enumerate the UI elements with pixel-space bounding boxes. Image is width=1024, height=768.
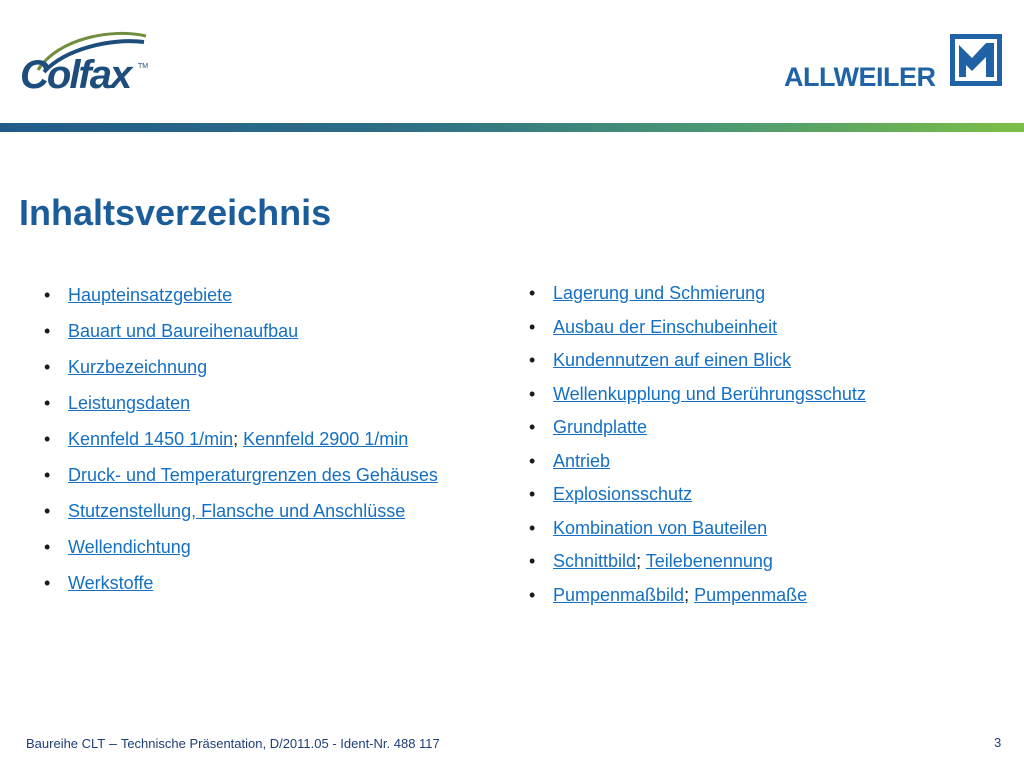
toc-link[interactable]: Schnittbild [553, 551, 637, 571]
bullet-icon: • [529, 584, 536, 605]
toc-link[interactable]: Bauart und Baureihenaufbau [68, 321, 299, 341]
bullet-icon: • [529, 450, 536, 471]
bullet-icon: • [44, 465, 51, 485]
link-separator: ; [684, 584, 695, 605]
toc-link[interactable]: Wellenkupplung und Berührungsschutz [553, 383, 866, 404]
page-title: Inhaltsverzeichnis [19, 192, 332, 233]
bullet-icon: • [44, 573, 51, 593]
toc-item [529, 583, 866, 617]
toc-item [44, 283, 438, 319]
bullet-icon: • [44, 429, 51, 449]
allweiler-logo [782, 32, 1006, 90]
svg-text:TM: TM [138, 63, 149, 70]
bullet-icon: • [529, 383, 536, 404]
toc-link[interactable]: Kombination von Bauteilen [553, 517, 768, 538]
toc-item [529, 315, 866, 349]
toc-link[interactable]: Stutzenstellung, Flansche und Anschlüsse [68, 501, 406, 521]
toc-link[interactable]: Grundplatte [553, 417, 648, 437]
link-separator: ; [233, 429, 244, 449]
allweiler-logo-text: ALLWEILER [784, 62, 936, 90]
toc-item [44, 427, 438, 463]
toc-item [44, 391, 438, 427]
footer-series: Baureihe CLT [26, 736, 106, 751]
bullet-icon: • [529, 350, 536, 370]
bullet-icon: • [44, 537, 51, 557]
toc-item [44, 535, 438, 571]
toc-link[interactable]: Kurzbezeichnung [68, 357, 208, 377]
toc-link[interactable]: Wellendichtung [68, 537, 191, 557]
toc-link[interactable]: Werkstoffe [68, 573, 154, 593]
bullet-icon: • [529, 417, 536, 437]
toc-link[interactable]: Lagerung und Schmierung [553, 283, 766, 303]
bullet-icon: • [529, 484, 536, 504]
toc-item [44, 463, 438, 499]
toc-link[interactable]: Leistungsdaten [68, 393, 191, 413]
footer-description: Technische Präsentation, D/2011.05 - Ident-Nr. 488 117 [120, 736, 440, 751]
colfax-logo [18, 30, 153, 98]
toc-item [529, 549, 866, 583]
footer-text [26, 735, 440, 751]
toc-item [529, 482, 866, 516]
toc-link[interactable]: Explosionsschutz [553, 484, 693, 504]
bullet-icon: • [44, 501, 51, 521]
toc-item [529, 516, 866, 550]
toc-item [529, 449, 866, 483]
toc-item [44, 355, 438, 391]
toc-item [529, 382, 866, 416]
bullet-icon: • [529, 517, 536, 538]
bullet-icon: • [529, 316, 536, 337]
toc-link[interactable]: Teilebenennung [645, 551, 773, 571]
allweiler-mark-icon [950, 34, 1002, 86]
toc-link[interactable]: Pumpenmaßbild [553, 584, 685, 605]
toc-item [529, 281, 866, 315]
bullet-icon: • [44, 321, 51, 341]
toc-link[interactable]: Druck- und Temperaturgrenzen des Gehäuses [68, 465, 438, 485]
toc-item [529, 415, 866, 449]
toc-left-column [44, 283, 438, 607]
toc-item [44, 319, 438, 355]
toc-link[interactable]: Kennfeld 2900 1/min [243, 429, 409, 449]
header-gradient-bar [0, 123, 1024, 132]
page-number: 3 [994, 735, 1002, 750]
toc-item [44, 499, 438, 535]
colfax-logo-text: Colfax [20, 53, 131, 97]
toc-link[interactable]: Kundennutzen auf einen Blick [553, 350, 792, 370]
toc-link[interactable]: Kennfeld 1450 1/min [68, 429, 234, 449]
toc-link[interactable]: Antrieb [553, 450, 611, 471]
toc-link[interactable]: Pumpenmaße [694, 584, 808, 605]
footer-dash: – [105, 735, 121, 751]
bullet-icon: • [529, 283, 536, 303]
toc-item [44, 571, 438, 607]
toc-right-column [529, 281, 866, 616]
bullet-icon: • [529, 551, 536, 571]
bullet-icon: • [44, 357, 51, 377]
bullet-icon: • [44, 393, 51, 413]
link-separator: ; [636, 551, 646, 571]
bullet-icon: • [44, 285, 51, 305]
toc-link[interactable]: Haupteinsatzgebiete [68, 285, 233, 305]
toc-item [529, 348, 866, 382]
toc-link[interactable]: Ausbau der Einschubeinheit [553, 316, 778, 337]
